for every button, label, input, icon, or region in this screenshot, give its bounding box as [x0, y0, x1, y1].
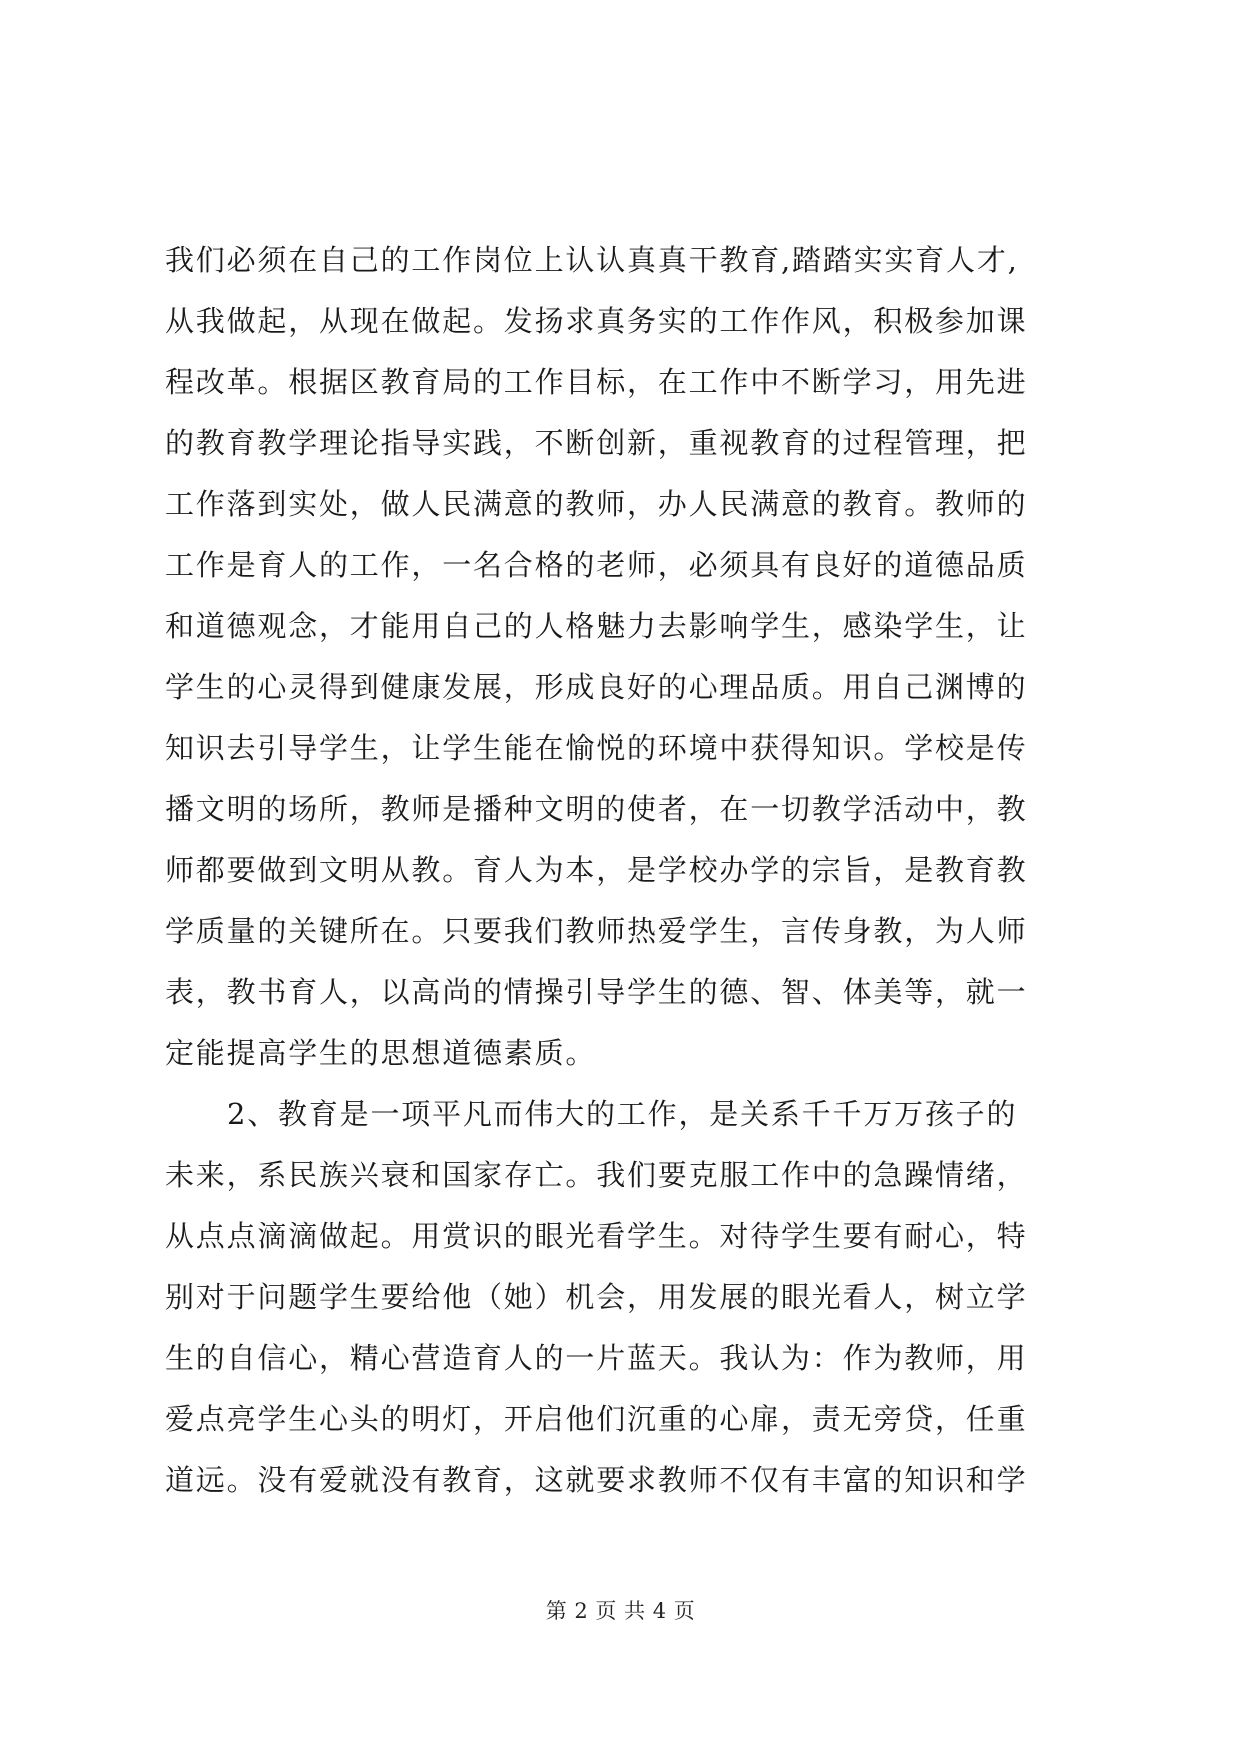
paragraph-start-line: 2、教育是一项平凡而伟大的工作，是关系千千万万孩子的 — [227, 1097, 1018, 1131]
text-line: 工作是育人的工作，一名合格的老师，必须具有良好的道德品质 — [165, 548, 1028, 582]
text-line: 表，教书育人，以高尚的情操引导学生的德、智、体美等，就一 — [165, 975, 1028, 1009]
text-line: 别对于问题学生要给他（她）机会，用发展的眼光看人，树立学 — [165, 1280, 1028, 1314]
text-line: 从我做起，从现在做起。发扬求真务实的工作作风，积极参加课 — [165, 304, 1028, 338]
text-line: 播文明的场所，教师是播种文明的使者，在一切教学活动中，教 — [165, 792, 1028, 826]
text-line: 我们必须在自己的工作岗位上认认真真干教育,踏踏实实育人才, — [165, 243, 1019, 277]
text-line: 道远。没有爱就没有教育，这就要求教师不仅有丰富的知识和学 — [165, 1463, 1028, 1497]
text-line: 从点点滴滴做起。用赏识的眼光看学生。对待学生要有耐心，特 — [165, 1219, 1028, 1253]
text-line: 生的自信心，精心营造育人的一片蓝天。我认为：作为教师，用 — [165, 1341, 1028, 1375]
text-line: 爱点亮学生心头的明灯，开启他们沉重的心扉，责无旁贷，任重 — [165, 1402, 1028, 1436]
text-line: 学生的心灵得到健康发展，形成良好的心理品质。用自己渊博的 — [165, 670, 1028, 704]
text-line: 师都要做到文明从教。育人为本，是学校办学的宗旨，是教育教 — [165, 853, 1028, 887]
text-line: 定能提高学生的思想道德素质。 — [165, 1036, 597, 1070]
text-line: 学质量的关键所在。只要我们教师热爱学生，言传身教，为人师 — [165, 914, 1028, 948]
page-number-footer: 第 2 页 共 4 页 — [545, 1599, 696, 1623]
text-line: 知识去引导学生，让学生能在愉悦的环境中获得知识。学校是传 — [165, 731, 1028, 765]
text-line: 工作落到实处，做人民满意的教师，办人民满意的教育。教师的 — [165, 487, 1028, 521]
text-line: 未来，系民族兴衰和国家存亡。我们要克服工作中的急躁情绪， — [165, 1158, 1028, 1192]
document-body — [165, 230, 1095, 1511]
text-line: 的教育教学理论指导实践，不断创新，重视教育的过程管理，把 — [165, 426, 1028, 460]
text-line: 和道德观念，才能用自己的人格魅力去影响学生，感染学生，让 — [165, 609, 1028, 643]
text-line: 程改革。根据区教育局的工作目标，在工作中不断学习，用先进 — [165, 365, 1028, 399]
